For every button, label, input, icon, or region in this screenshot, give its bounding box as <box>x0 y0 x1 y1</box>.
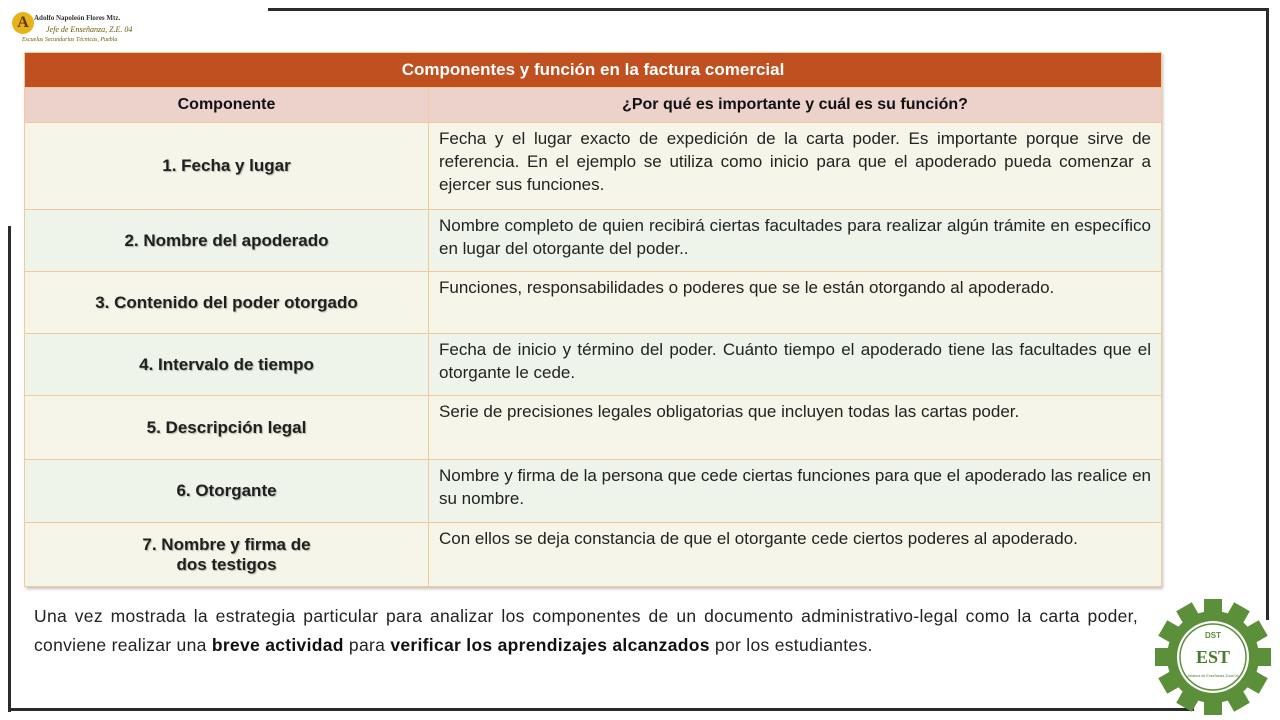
logo-name: Adolfo Napoleón Flores Mtz. <box>34 14 121 22</box>
paragraph-bold-2: verificar los aprendizajes alcanzados <box>390 635 710 655</box>
description-cell: Nombre y firma de la persona que cede ciertas funciones para que el apoderado las realice en su nombre. <box>429 460 1162 523</box>
description-cell: Serie de precisiones legales obligatorias que incluyen todas las cartas poder. <box>429 396 1162 460</box>
column-header-component: Componente <box>25 88 429 123</box>
logo-letter: A <box>12 12 34 34</box>
paragraph-text-3: por los estudiantes. <box>709 635 873 655</box>
description-cell: Fecha y el lugar exacto de expedición de la carta poder. Es importante porque sirve de referencia. En el ejemplo se utiliza como inicio para que el apoderado pueda comenzar a ejercer sus funciones. <box>429 123 1162 210</box>
frame-right-line <box>1266 8 1269 620</box>
column-header-function: ¿Por qué es importante y cuál es su función? <box>429 88 1162 123</box>
table-title: Componentes y función en la factura comercial <box>25 53 1162 88</box>
component-cell: 5. Descripción legal <box>25 396 429 460</box>
table-row <box>25 210 1162 272</box>
emblem-bottom-text: Jefatura de Enseñanza Zona 04 <box>1187 674 1239 678</box>
logo-role: Jefe de Enseñanza, Z.E. 04 <box>46 25 133 34</box>
description-cell: Fecha de inicio y término del poder. Cuánto tiempo el apoderado tiene las facultades que el otorgante le cede. <box>429 334 1162 396</box>
table-row <box>25 396 1162 460</box>
table-row <box>25 123 1162 210</box>
paragraph-bold-1: breve actividad <box>211 635 344 655</box>
component-cell: 1. Fecha y lugar <box>25 123 429 210</box>
components-table <box>24 52 1161 587</box>
description-cell: Nombre completo de quien recibirá ciertas facultades para realizar algún trámite en específico en lugar del otorgante del poder.. <box>429 210 1162 272</box>
frame-bottom-line <box>8 708 1194 711</box>
frame-top-line <box>268 8 1268 11</box>
gear-emblem-icon <box>1150 598 1276 716</box>
component-cell: 2. Nombre del apoderado <box>25 210 429 272</box>
table-row <box>25 460 1162 523</box>
table-row <box>25 272 1162 334</box>
component-cell: 4. Intervalo de tiempo <box>25 334 429 396</box>
component-cell: 6. Otorgante <box>25 460 429 523</box>
description-cell: Con ellos se deja constancia de que el otorgante cede ciertos poderes al apoderado. <box>429 523 1162 587</box>
conclusion-paragraph <box>34 602 1138 660</box>
paragraph-text-2: para <box>343 635 391 655</box>
description-cell: Funciones, responsabilidades o poderes que se le están otorgando al apoderado. <box>429 272 1162 334</box>
table-row <box>25 523 1162 587</box>
table-row <box>25 334 1162 396</box>
frame-left-line <box>8 226 11 712</box>
emblem-top-text: DST <box>1205 631 1221 640</box>
author-logo <box>12 10 133 46</box>
paragraph-text-1: Una vez mostrada la estrategia particular para analizar los componentes de un documento administrativo-legal como la carta poder, conviene realizar una <box>34 606 1138 655</box>
logo-institution: Escuelas Secundarias Técnicas, Puebla <box>22 37 118 43</box>
component-cell: 3. Contenido del poder otorgado <box>25 272 429 334</box>
component-cell: 7. Nombre y firma de dos testigos <box>25 523 429 587</box>
emblem-middle-text: EST <box>1195 647 1231 667</box>
